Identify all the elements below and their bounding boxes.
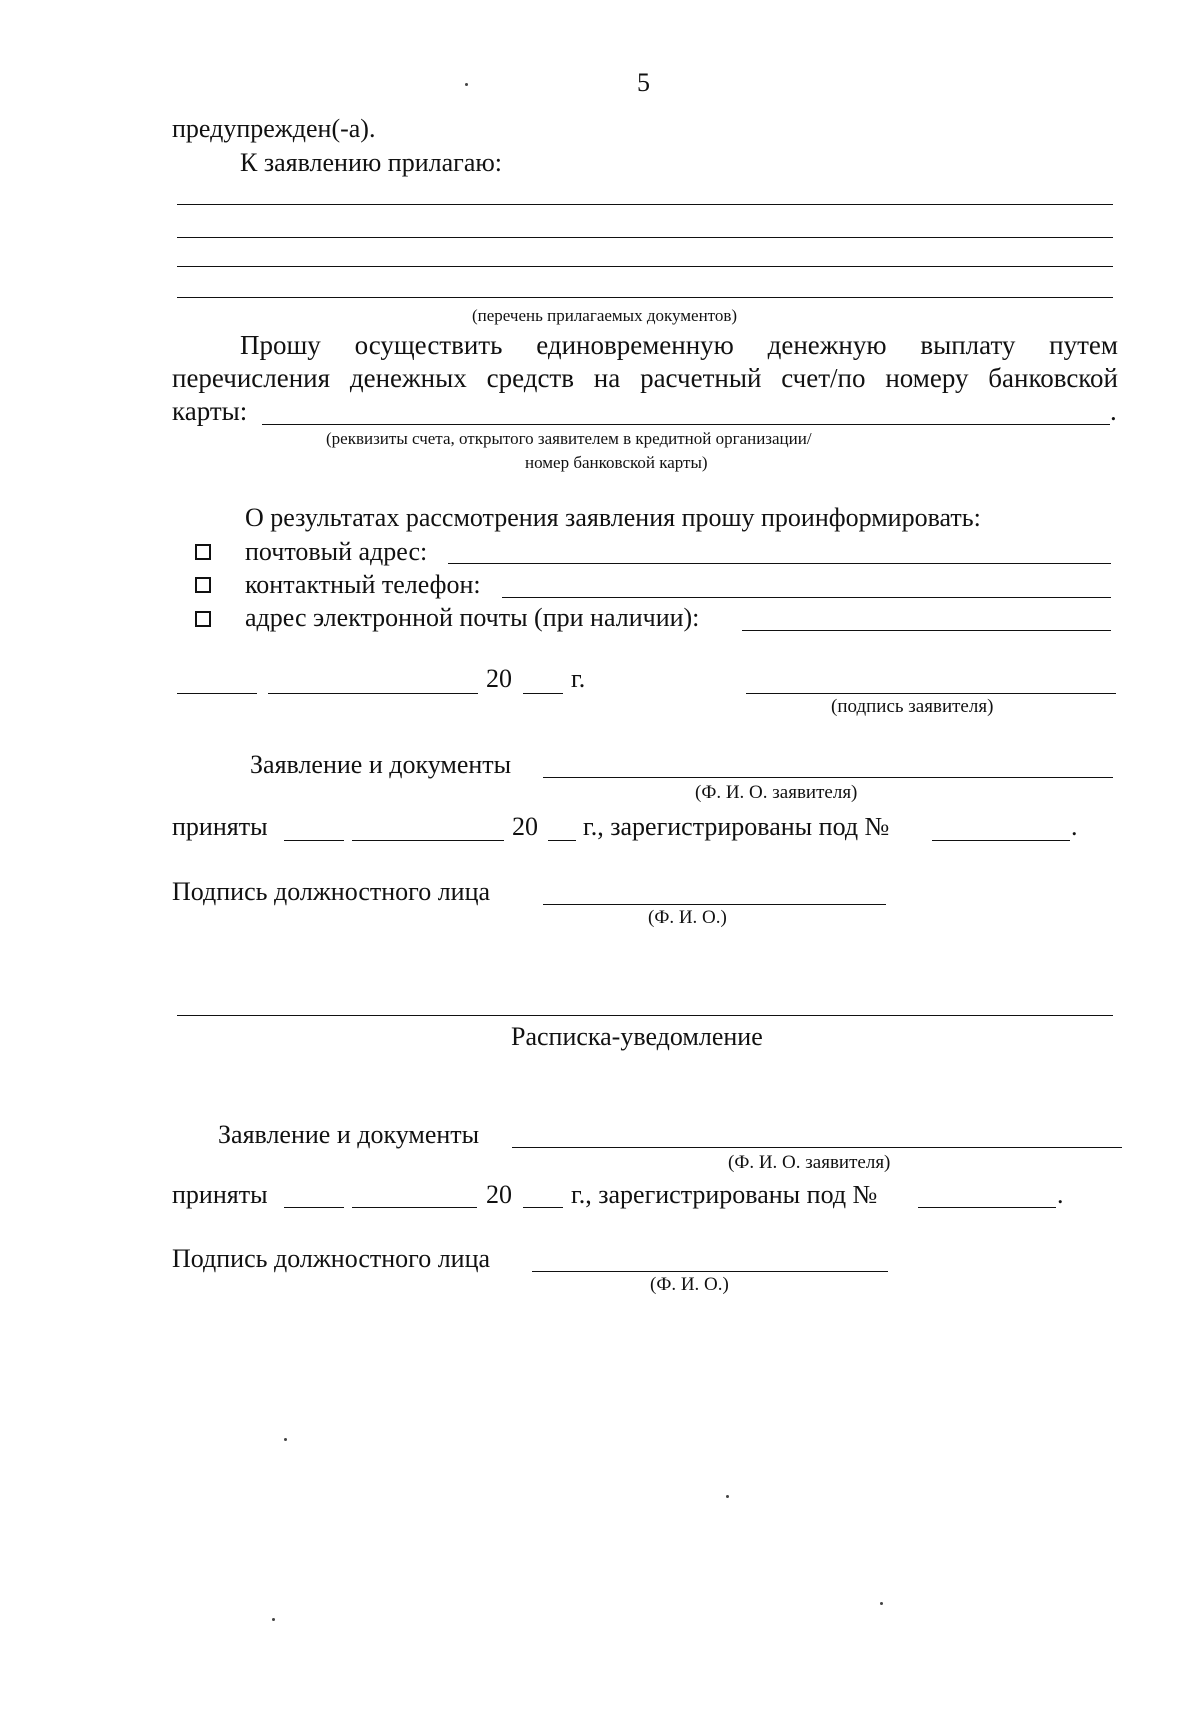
phone-label: контактный телефон:: [245, 570, 481, 599]
application-day-line[interactable]: [284, 840, 344, 841]
email-checkbox[interactable]: [195, 611, 211, 627]
application-fio-caption: (Ф. И. О. заявителя): [695, 782, 858, 803]
payment-caption-1: (реквизиты счета, открытого заявителем в кредитной организации/: [326, 429, 812, 448]
attach-text: К заявлению прилагаю:: [240, 148, 503, 177]
phone-line[interactable]: [502, 597, 1111, 598]
applicant-signature-caption: (подпись заявителя): [831, 696, 994, 717]
application-official-line[interactable]: [543, 904, 886, 905]
attach-line-1: [177, 204, 1113, 205]
postal-address-checkbox[interactable]: [195, 544, 211, 560]
receipt-year-prefix: 20: [486, 1180, 512, 1209]
scan-speck: [284, 1438, 287, 1441]
attach-line-4: [177, 297, 1113, 298]
scan-speck: [272, 1618, 275, 1621]
payment-card-line: [262, 424, 1110, 425]
warned-text: предупрежден(-а).: [172, 114, 376, 143]
application-official-label: Подпись должностного лица: [172, 877, 491, 906]
receipt-reg-number-line[interactable]: [918, 1207, 1056, 1208]
receipt-day-line[interactable]: [284, 1207, 344, 1208]
application-reg-number-line[interactable]: [932, 840, 1070, 841]
receipt-title: Расписка-уведомление: [511, 1022, 763, 1051]
application-official-caption: (Ф. И. О.): [648, 907, 727, 928]
phone-checkbox[interactable]: [195, 577, 211, 593]
application-accepted-label: приняты: [172, 812, 268, 841]
date-day-line[interactable]: [177, 693, 257, 694]
payment-line-2: перечисления денежных средств на расчетный счет/по номеру банковской: [172, 363, 1118, 393]
email-label: адрес электронной почты (при наличии):: [245, 603, 700, 632]
page-number: 5: [637, 68, 650, 97]
receipt-month-line[interactable]: [352, 1207, 477, 1208]
email-line[interactable]: [742, 630, 1111, 631]
receipt-fio-line[interactable]: [512, 1147, 1122, 1148]
receipt-registered-text: г., зарегистрированы под №: [571, 1180, 878, 1209]
application-month-line[interactable]: [352, 840, 504, 841]
payment-card-end: .: [1110, 396, 1117, 426]
application-end: .: [1071, 812, 1078, 841]
tear-off-line: [177, 1015, 1113, 1016]
application-fio-line[interactable]: [543, 777, 1113, 778]
attach-line-2: [177, 237, 1113, 238]
attach-caption: (перечень прилагаемых документов): [472, 306, 738, 325]
receipt-docs-label: Заявление и документы: [218, 1120, 480, 1149]
application-year-prefix: 20: [512, 812, 538, 841]
receipt-fio-caption: (Ф. И. О. заявителя): [728, 1152, 891, 1173]
receipt-year-line[interactable]: [523, 1207, 563, 1208]
receipt-official-label: Подпись должностного лица: [172, 1244, 491, 1273]
postal-address-label: почтовый адрес:: [245, 537, 428, 566]
receipt-end: .: [1057, 1180, 1064, 1209]
scan-speck: [726, 1495, 729, 1498]
postal-address-line[interactable]: [448, 563, 1111, 564]
inform-heading: О результатах рассмотрения заявления прошу проинформировать:: [245, 503, 981, 532]
attach-line-3: [177, 266, 1113, 267]
receipt-official-line[interactable]: [532, 1271, 888, 1272]
receipt-official-caption: (Ф. И. О.): [650, 1274, 729, 1295]
date-year-suffix: г.: [571, 664, 586, 693]
application-registered-text: г., зарегистрированы под №: [583, 812, 890, 841]
application-docs-label: Заявление и документы: [250, 750, 512, 779]
applicant-signature-line[interactable]: [746, 693, 1116, 694]
payment-caption-2: номер банковской карты): [525, 453, 708, 472]
receipt-accepted-label: приняты: [172, 1180, 268, 1209]
scan-speck: [880, 1602, 883, 1605]
date-year-prefix: 20: [486, 664, 512, 693]
payment-card-label: карты:: [172, 396, 248, 426]
application-year-line[interactable]: [548, 840, 576, 841]
date-month-line[interactable]: [268, 693, 478, 694]
payment-line-1: Прошу осуществить единовременную денежную выплату путем: [240, 330, 1118, 360]
date-year-line[interactable]: [523, 693, 563, 694]
scan-speck: [465, 83, 468, 86]
